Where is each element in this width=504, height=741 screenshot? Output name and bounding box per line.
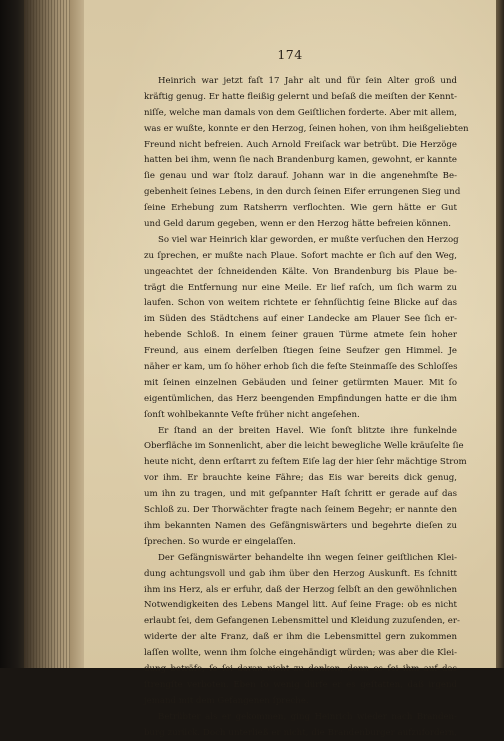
text-line: was er wußte, konnte er den Herzog, ſeinen hohen, von ihm heißgeliebten bbox=[144, 123, 469, 134]
body-text bbox=[144, 74, 469, 741]
text-line: widerte der alte Franz, daß er ihm die Lebensmittel gern zukommen bbox=[144, 632, 457, 643]
book-spine-edges bbox=[24, 0, 70, 668]
text-line: hebende Schloß. In einem ſeiner grauen Türme atmete ſein hoher bbox=[144, 330, 457, 341]
text-line: ſonſt wohlbekannte Veſte früher nicht angeſehen. bbox=[144, 409, 360, 420]
text-line: ſtrengſte verboten. Eben ſo wenig dürfe er es geſtatten, daß irgend bbox=[144, 679, 457, 690]
text-line: niſſe, welche man damals von dem Geiſtlichen forderte. Aber mit allem, bbox=[144, 107, 457, 118]
text-line: eigentümlichen, das Herz beengenden Empfindungen hatte er die ihm bbox=[144, 393, 457, 404]
text-line: dung achtungsvoll und gab ihm über den Herzog Auskunft. Es ſchnitt bbox=[144, 568, 457, 579]
text-line: burg zurück. Doch unterließ er nicht, die Brandenburger aufzufordern, bbox=[144, 727, 457, 738]
text-line: Oberfläche im Sonnenlicht, aber die leicht bewegliche Welle kräuſelte ſie bbox=[144, 441, 464, 452]
text-line: dung beträfe, ſo ſei daran nicht zu denken, denn es ſei ihm auf das bbox=[144, 663, 457, 674]
text-line: Er ſtand an der breiten Havel. Wie ſonſt blitzte ihre funkelnde bbox=[158, 425, 457, 436]
text-line: heute nicht, denn erſtarrt zu feſtem Eiſe lag der hier ſehr mächtige Strom bbox=[144, 457, 467, 468]
text-line: ihm ins Herz, als er erfuhr, daß der Herzog ſelbſt an den gewöhnlichen bbox=[144, 584, 457, 595]
text-line: zu ſprechen, er mußte nach Plaue. Sofort machte er ſich auf den Weg, bbox=[144, 250, 457, 261]
text-line: ſeine Erhebung zum Ratsherrn verflochten. Wie gern hätte er Gut bbox=[144, 203, 457, 214]
text-line: ihm bekannten Namen des Gefängniswärters und begehrte dieſen zu bbox=[144, 520, 457, 531]
text-line: mit ſeinen einzelnen Gebäuden und ſeiner getürmten Mauer. Mit ſo bbox=[144, 377, 457, 388]
text-line: jemand mit dem Gefangenen ſpreche. bbox=[144, 695, 309, 706]
text-line: So viel war Heinrich klar geworden, er mußte verſuchen den Herzog bbox=[158, 234, 459, 245]
page-number: 174 bbox=[277, 47, 303, 62]
scanner-bed-left bbox=[0, 0, 24, 668]
text-line: laufen. Schon von weitem richtete er ſehnſüchtig ſeine Blicke auf das bbox=[144, 298, 457, 309]
text-line: Der Gefängniswärter behandelte ihn wegen ſeiner geiſtlichen Klei- bbox=[158, 552, 457, 563]
text-line: laſſen wollte, wenn ihm ſolche eingehändigt würden; was aber die Klei- bbox=[144, 648, 457, 659]
text-line: ſie genau und war ſtolz darauf. Johann war in die angenehmſte Be- bbox=[144, 171, 457, 182]
scanner-bed-right bbox=[496, 0, 504, 668]
text-line: Heinrich war jetzt faſt 17 Jahr alt und für ſein Alter groß und bbox=[158, 76, 457, 86]
text-line: trägt die Entfernung nur eine Meile. Er lief raſch, um ſich warm zu bbox=[144, 282, 457, 293]
text-line: ſprechen. So wurde er eingelaſſen. bbox=[144, 536, 296, 547]
text-line: Notwendigkeiten des Lebens Mangel litt. Auf ſeine Frage: ob es nicht bbox=[144, 600, 457, 611]
text-line: erlaubt ſei, dem Gefangenen Lebensmittel und Kleidung zuzuſenden, er- bbox=[144, 616, 460, 627]
text-line: um ihn zu tragen, und mit geſpannter Haſt ſchritt er gerade auf das bbox=[144, 489, 457, 500]
text-line: näher er kam, um ſo höher erhob ſich die feſte Steinmaſſe des Schloſſes bbox=[144, 362, 458, 373]
text-line: gebenheit ſeines Lebens, in den durch ſeinen Eifer errungenen Sieg und bbox=[144, 187, 461, 198]
text-line: Freund, aus einem derſelben ſtiegen ſeine Seufzer gen Himmel. Je bbox=[144, 346, 457, 357]
text-line: und Geld darum gegeben, wenn er den Herzog hätte befreien können. bbox=[144, 219, 452, 230]
text-line: ungeachtet der ſchneidenden Kälte. Von Brandenburg bis Plaue be- bbox=[144, 266, 457, 277]
text-line: Freund nicht befreien. Auch Arnold Freiſack war betrübt. Die Herzöge bbox=[144, 139, 457, 150]
text-line: Schloß zu. Der Thorwächter fragte nach ſeinem Begehr; er nannte den bbox=[144, 505, 457, 516]
text-line: hatten bei ihm, wenn ſie nach Brandenburg kamen, gewohnt, er kannte bbox=[144, 155, 457, 166]
text-line: kräftig genug. Er hatte fleißig gelernt und beſaß die meiſten der Kennt- bbox=[144, 91, 457, 102]
text-line: im Süden des Städtchens auf einer Landecke am Plauer See ſich er- bbox=[144, 314, 457, 325]
text-line: vor ihm. Er brauchte keine Fähre; das Eis war bereits dick genug, bbox=[144, 473, 457, 484]
text-line: Betrübter als er gekommen, ging Heinrich wieder nach Branden- bbox=[158, 711, 457, 722]
